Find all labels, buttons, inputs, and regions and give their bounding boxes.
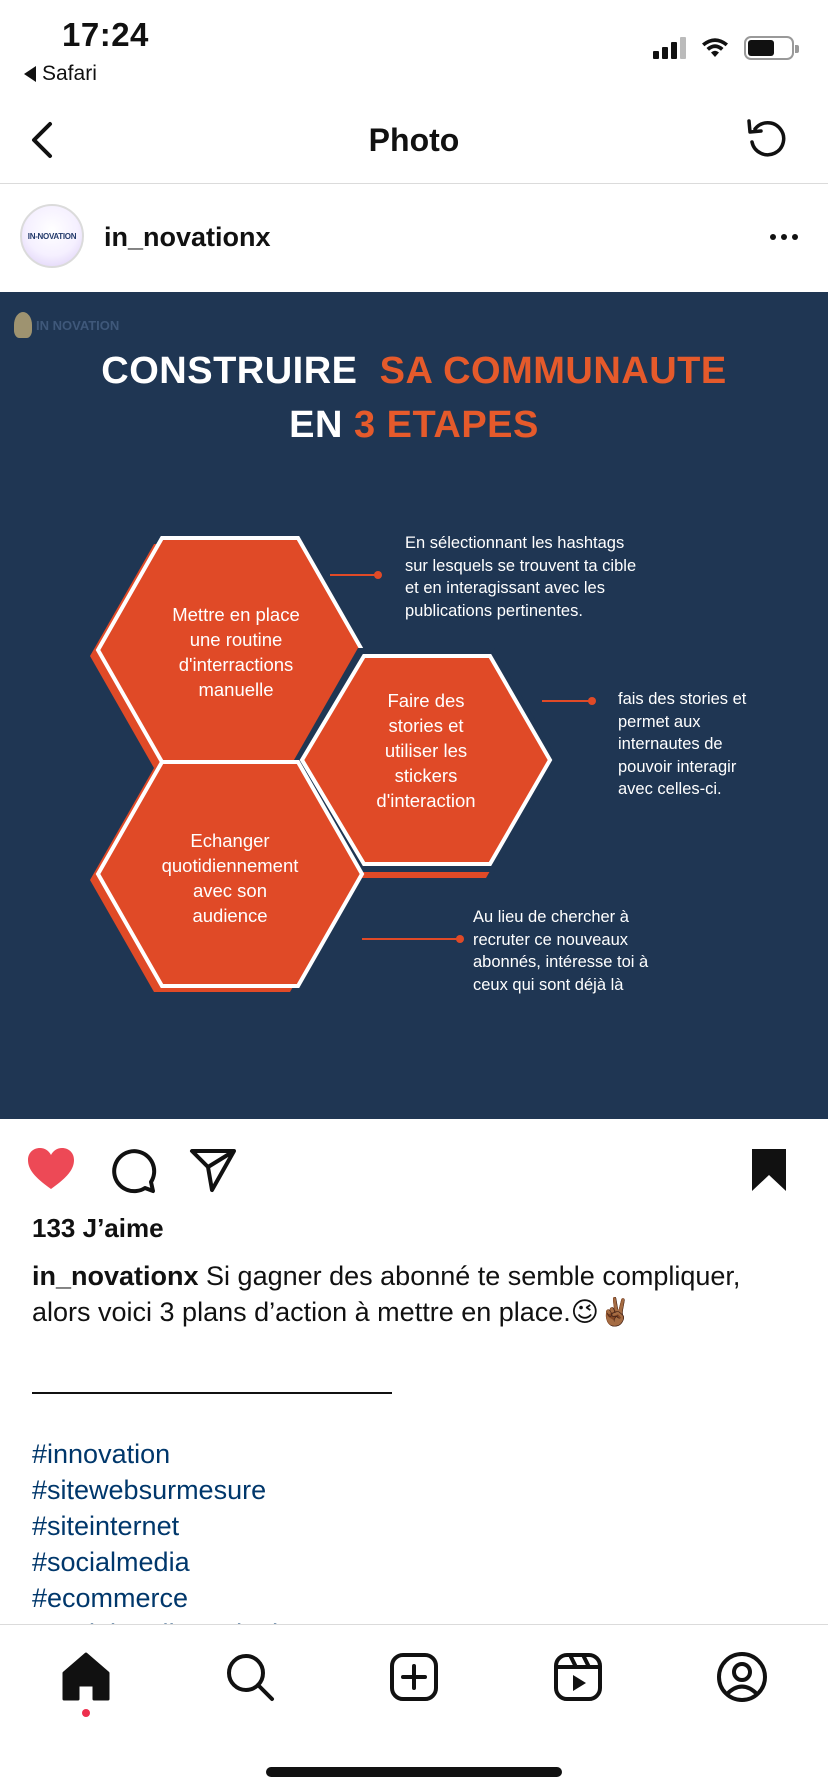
hashtag-list <box>32 1436 308 1636</box>
tab-bar <box>0 1624 828 1792</box>
bookmark-icon[interactable] <box>742 1143 796 1197</box>
hashtag[interactable]: #siteinternet <box>32 1511 180 1541</box>
headline-accent-1: SA COMMUNAUTE <box>379 350 727 392</box>
desc-3: Au lieu de chercher à recruter ce nouveaux abonnés, intéresse toi à ceux qui sont déjà là <box>473 908 649 994</box>
post-caption <box>32 1258 802 1330</box>
status-time: 17:24 <box>62 16 149 53</box>
home-icon[interactable] <box>58 1649 114 1705</box>
desc-2: fais des stories et permet aux internautes de pouvoir interagir avec celles-ci. <box>618 690 747 798</box>
battery-icon <box>744 36 794 60</box>
post-actions <box>0 1119 828 1219</box>
nav-bar <box>0 100 828 184</box>
reels-icon[interactable] <box>550 1649 606 1705</box>
back-to-safari[interactable] <box>24 62 97 86</box>
hashtag[interactable]: #innovation <box>32 1439 171 1469</box>
caption-divider <box>32 1392 392 1394</box>
image-logo-text: IN NOVATION <box>36 317 120 333</box>
notification-dot <box>82 1709 90 1717</box>
avatar-logo-text: IN-NOVATION <box>27 231 77 241</box>
desc-1: En sélectionnant les hashtags sur lesquels se trouvent ta cible et en interagissant avec les publications pertinentes. <box>405 534 637 620</box>
hex3-text: Echanger quotidiennement avec son audience <box>161 830 299 926</box>
share-icon[interactable] <box>186 1143 240 1197</box>
back-app-label: Safari <box>42 62 97 85</box>
refresh-icon[interactable] <box>742 114 792 164</box>
more-options-icon[interactable] <box>770 234 798 240</box>
back-triangle-icon <box>24 66 36 82</box>
hex1-text: Mettre en place une routine d'interractions manuelle <box>172 604 300 700</box>
comment-icon[interactable] <box>106 1143 160 1197</box>
hashtag[interactable]: #ecommerce <box>32 1583 189 1613</box>
headline-white-1: CONSTRUIRE <box>101 350 358 392</box>
likes-count[interactable]: 133 J’aime <box>32 1213 164 1243</box>
hashtag[interactable]: #socialmedia <box>32 1547 190 1577</box>
search-icon[interactable] <box>222 1649 278 1705</box>
post-image[interactable] <box>0 292 828 1119</box>
post-username[interactable]: in_novationx <box>104 222 271 252</box>
hex2-text: Faire des stories et utiliser les stickers d'interaction <box>376 690 476 811</box>
avatar[interactable] <box>20 204 84 268</box>
post-header <box>0 184 828 292</box>
headline-white-2: EN <box>289 404 343 446</box>
hashtag[interactable]: #sitewebsurmesure <box>32 1475 267 1505</box>
caption-text: Si gagner des abonné te semble compliquer, alors voici 3 plans d’action à mettre en place.😉✌🏾 <box>32 1261 741 1327</box>
page-title: Photo <box>368 122 460 158</box>
wifi-icon <box>700 37 730 59</box>
caption-username[interactable]: in_novationx <box>32 1261 199 1291</box>
system-icons <box>653 36 794 60</box>
heart-icon[interactable] <box>24 1143 78 1197</box>
signal-icon <box>653 37 686 59</box>
create-icon[interactable] <box>386 1649 442 1705</box>
profile-icon[interactable] <box>714 1649 770 1705</box>
status-bar <box>0 0 828 96</box>
headline-accent-2: 3 ETAPES <box>353 404 539 446</box>
home-indicator[interactable] <box>266 1767 562 1777</box>
